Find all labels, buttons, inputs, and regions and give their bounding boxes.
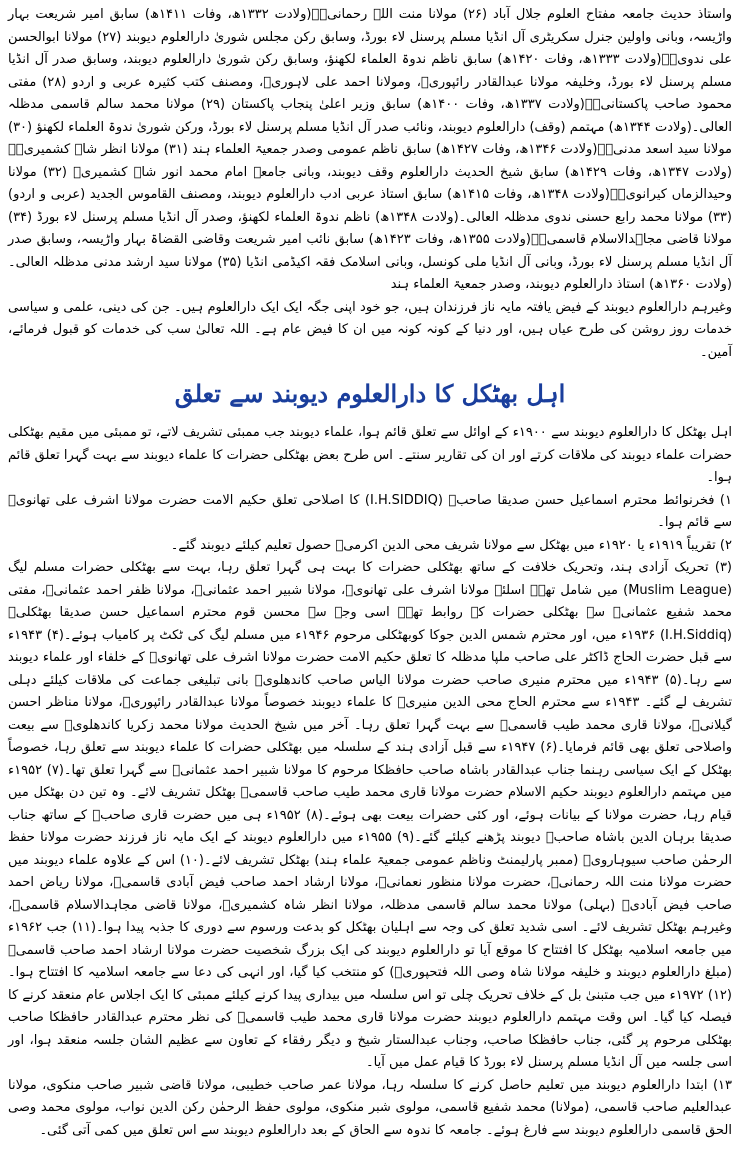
section-heading: اہل بھٹکل کا دارالعلوم دیوبند سے تعلق <box>174 379 566 408</box>
list-item-13: ۱۳) ابتدا دارالعلوم دیوبند میں تعلیم حاصل کرنے کا سلسلہ رہا، مولانا عمر صاحب خطیبی، مولانا قاضی شبیر صاحب منکوی، مولانا عبدالعلیم صاحب قاسمی، (مولانا) محمد شفیع قاسمی، مولوی شبر منکوی، مولوی حفظ الرحمٰن رکن الدین نواب، مولوی محمد وصی الحق قاسمی دارالعلوم دیوبند سے فارغ ہوئے۔ جامعہ کا ندوہ سے الحاق کے بعد دارالعلوم دیوبند سے اس تعلق میں کمی آتی گئی۔ <box>8 1077 732 1138</box>
closing-paragraph: وغیرہم دارالعلوم دیوبند کے فیض یافتہ مایہ ناز فرزندان ہیں، جو خود اپنی جگہ ایک ایک دارالعلوم ہیں۔ جن کی دینی، علمی و سیاسی خدمات روز روشن کی طرح عیاں ہیں، اور دنیا کے کونہ کونہ میں ان کا فیض عام ہے۔ اللہ تعالیٰ سب کی خدمات کو قبول فرمائے، آمین۔ <box>8 299 732 360</box>
intro-paragraph: اہل بھٹکل کا دارالعلوم دیوبند سے ۱۹۰۰ء کے اوائل سے تعلق قائم ہوا، علماء دیوبند جب ممبئی تشریف لاتے، تو ممبئی میں مقیم بھٹکلی حضرات علماء دیوبند کی ملاقات کرتے اور ان کی تقاریر سنتے۔ اس طرح بعض بھٹکلی حضرات کا علماء دیوبند سے بہت گہرا تعلق قائم ہوا۔ <box>8 425 732 485</box>
list-item-3: (۳) تحریک آزادی ہند، وتحریک خلافت کے ساتھ بھٹکلی حضرات کا بہت ہی گہرا تعلق رہا، بہت سے بھٹکلی حضرات مسلم لیگ (Muslim League) میں شامل تھے۔ اسلئے مولانا اشرف علی تھانویؒ، مولانا شبیر احمد عثمانیؒ، مولانا ظفر احمد عثمانیؒ، مفتی محمد شفیع عثمانیؒ سے بھٹکلی حضرات کے روابط تھے۔ اسی وجہ سے محسن قوم محترم اسماعیل حسن صدیقا بھٹکلیؒ (I.H.Siddiq) ۱۹۳۶ء میں، اور محترم شمس الدین جوکا کوبھٹکلی مرحوم ۱۹۴۶ء میں مسلم لیگ کی ٹکٹ پر کامیاب ہوئے۔(۴) ۱۹۴۳ء سے قبل حضرت الحاج ڈاکٹر علی صاحب ملپا مدظلہ کا تعلق حکیم الامت حضرت مولانا اشرف علی تھانویؒ کے خلفاء اور علماء دیوبند سے رہا۔(۵) ۱۹۴۳ء میں محترم منیری صاحب حضرت مولانا الیاس صاحب کاندھلویؒ بانی تبلیغی جماعت کی ملاقات کیلئے دہلی تشریف لے گئے۔ ۱۹۴۳ء سے محترم الحاج محی الدین منیریؒ کا علماء دیوبند خصوصاً مولانا عبدالقادر رائپوریؒ، مولانا مناظر احسن گیلانیؒ، مولانا قاری محمد طیب قاسمیؒ سے بہت گہرا تعلق رہا۔ آخر میں شیخ الحدیث مولانا محمد زکریا کاندھلویؒ سے بیعت واصلاحی تعلق بھی قائم فرمایا۔(۶) ۱۹۴۷ء سے قبل آزادی ہند کے سلسلہ میں بھٹکلی حضرات کا علماء دیوبند سے تعلق رہا، خصوصاً بھٹکل کے ایک سیاسی رہنما جناب عبدالقادر باشاہ صاحب حافظکا مرحوم کا مولانا شبیر احمد عثمانیؒ سے گہرا تعلق تھا۔(۷) ۱۹۵۲ء میں مہتمم دارالعلوم دیوبند حکیم الاسلام حضرت مولانا قاری محمد طیب صاحب قاسمیؒ بھٹکل تشریف لائے۔ وہ تین دن بھٹکل میں قیام رہا، حضرت مولانا کے بیانات ہوئے، اور کئی حضرات بیعت بھی ہوئے۔(۸) ۱۹۵۲ء ہی میں حضرت قاری صاحبؒ کے ساتھ جناب صدیقا برہان الدین باشاہ صاحبؒ دیوبند پڑھنے کیلئے گئے۔(۹) ۱۹۵۵ء میں دارالعلوم دیوبند کے ایک مایہ ناز فرزند حضرت مولانا حفظ الرحمٰن صاحب سیوہارویؒ (ممبر پارلیمنٹ وناظم عمومی جمعیۃ علماء ہند) بھٹکل تشریف لائے۔(۱۰) اس کے علاوہ علماء دیوبند میں حضرت مولانا منت اللہ رحمانیؒ، حضرت مولانا منظور نعمانیؒ، مولانا ارشاد احمد صاحب فیض آبادی قاسمیؒ، مولانا ریاض احمد صاحب فیض آبادیؒ (بہلی) مولانا محمد سالم قاسمی مدظلہ، مولانا انظر شاہ کشمیریؒ، مولانا قاضی مجاہدالاسلام قاسمیؒ، وغیرہم بھٹکل تشریف لائے۔ اسی شدید تعلق کی وجہ سے اہلیان بھٹکل کو بدعت ورسوم سے دوری کا جذبہ پیدا ہوا۔(۱۱) جب ۱۹۶۲ء میں جامعہ اسلامیہ بھٹکل کا افتتاح کا موقع آیا تو دارالعلوم دیوبند کی ایک بزرگ شخصیت حضرت مولانا ارشاد احمد صاحب قاسمیؒ (مبلغ دارالعلوم دیوبند و خلیفہ مولانا شاہ وصی اللہ فتحپوریؒ) کو منتخب کیا گیا، اور انہی کی دعا سے جامعہ اسلامیہ کا افتتاح ہوا۔(۱۲) ۱۹۷۲ء میں جب متبنیٰ بل کے خلاف تحریک چلی تو اس سلسلہ میں بیداری پیدا کرنے کیلئے ممبئی کا ایک اجلاس عام منعقد کرنے کا فیصلہ کیا گیا۔ اس وقت مہتمم دارالعلوم دیوبند حضرت مولانا قاری محمد طیب قاسمیؒ کی نظر محترم عبدالقادر حافظکا صاحب بھٹکلی مرحوم پر گئی، جناب حافظکا صاحب، وجناب عبدالستار شیخ و دیگر رفقاء کے تعاون سے عظیم الشان جلسہ منعقد ہوا، اور اسی جلسہ میں آل انڈیا مسلم پرسنل لاء بورڈ کا قیام عمل میں آیا۔ <box>8 560 733 1070</box>
scholars-list-paragraph: واستاذ حدیث جامعہ مفتاح العلوم جلال آباد (۲۶) مولانا منت اللہ رحمانیؒ۔(ولادت ۱۳۳۲ھ، وفات ۱۴۱۱ھ) سابق امیر شریعت بہار واڑیسہ، وبانی واولین جنرل سکریٹری آل انڈیا مسلم پرسنل لاء بورڈ، وسابق رکن مجلس شوریٰ دارالعلوم دیوبند (۲۷) مولانا ابوالحسن علی ندویؒ۔(ولادت ۱۳۳۳ھ، وفات ۱۴۲۰ھ) سابق ناظم ندوۃ العلماء لکھنؤ، وسابق رکن شوریٰ دارالعلوم دیوبند، وسابق صدر آل انڈیا مسلم پرسنل لاء بورڈ، وخلیفہ مولانا عبدالقادر رائپوریؒ، ومولانا احمد علی لاہوریؒ، ومصنف کتب کثیرہ عربی و اردو (۲۸) مفتی محمود صاحب پاکستانیؒ۔(ولادت ۱۳۳۷ھ، وفات ۱۴۰۰ھ) سابق وزیر اعلیٰ پنجاب پاکستان (۲۹) مولانا محمد سالم قاسمی مدظلہ العالی۔(ولادت ۱۳۴۴ھ) مہتمم (وقف) دارالعلوم دیوبند، ونائب صدر آل انڈیا مسلم پرسنل لاء بورڈ، ورکن شوریٰ ندوۃ العلماء لکھنؤ (۳۰) مولانا سید اسعد مدنیؒ۔(ولادت ۱۳۴۶ھ، وفات ۱۴۲۷ھ) سابق ناظم عمومی وصدر جمعیۃ العلماء ہند (۳۱) مولانا انظر شاہ کشمیریؒ۔(ولادت ۱۳۴۷ھ، وفات ۱۴۲۹ھ) سابق شیخ الحدیث دارالعلوم وقف دیوبند، وبانی جامعہ امام محمد انور شاہ کشمیریؒ (۳۲) مولانا وحیدالزماں کیرانویؒ۔(ولادت ۱۳۴۸ھ، وفات ۱۴۱۵ھ) سابق استاذ عربی ادب دارالعلوم دیوبند، ومصنف القاموس الجدید (عربی و اردو) (۳۳) مولانا محمد رابع حسنی ندوی مدظلہ العالی۔(ولادت ۱۳۴۸ھ) ناظم ندوۃ العلماء لکھنؤ، وصدر آل انڈیا مسلم پرسنل لاء بورڈ (۳۴) مولانا قاضی مجاہدالاسلام قاسمیؒ۔(ولادت ۱۳۵۵ھ، وفات ۱۴۲۳ھ) سابق نائب امیر شریعت وقاضی القضاۃ بہار واڑیسہ، وسابق صدر آل انڈیا مسلم پرسنل لاء بورڈ، وبانی آل انڈیا ملی کونسل، وبانی اسلامک فقہ اکیڈمی انڈیا (۳۵) مولانا سید ارشد مدنی مدظلہ العالی۔(ولادت ۱۳۶۰ھ) استاذ دارالعلوم دیوبند، وصدر جمعیۃ العلماء ہند <box>8 7 733 292</box>
section-body <box>8 422 732 1142</box>
top-section <box>8 4 732 364</box>
list-item-1: ۱) فخرنوائط محترم اسماعیل حسن صدیقا صاحبؒ (I.H.SIDDIQ) کا اصلاحی تعلق حکیم الامت حضرت مولانا اشرف علی تھانویؒ سے قائم ہوا۔ <box>8 492 732 530</box>
list-item-2: ۲) تقریباً ۱۹۱۹ء یا ۱۹۲۰ء میں بھٹکل سے مولانا شریف محی الدین اکرمیؒ حصول تعلیم کیلئے دیوبند گئے۔ <box>170 537 732 553</box>
